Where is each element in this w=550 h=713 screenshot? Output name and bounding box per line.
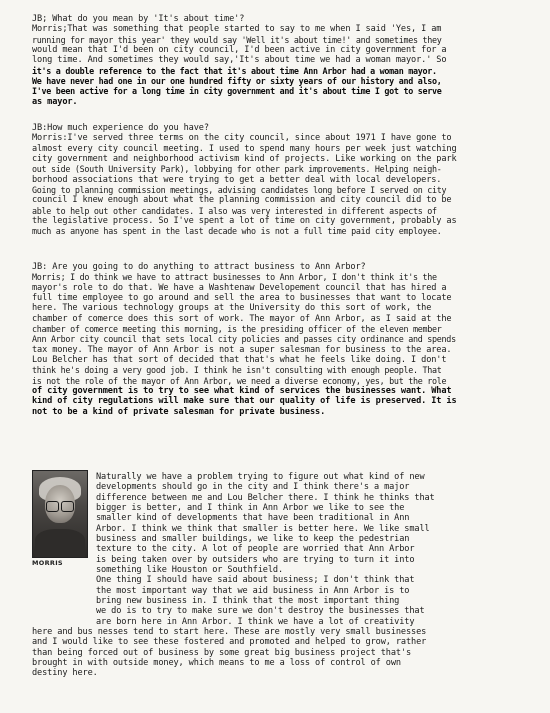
text-line: Going to planning commission meetings, advising candidates long before I served on city (32, 185, 447, 196)
question-about-time (32, 14, 530, 107)
text-line: Morris:I've served three terms on the city council, since about 1971 I have gone to (32, 133, 452, 144)
text-line: the legislative process. So I've spent a lot of time on city government, probably as (32, 216, 457, 227)
text-line: are born here in Ann Arbor. I think we have a lot of creativity (96, 616, 415, 627)
text-line: business and smaller buildings, we like to keep the pedestrian (96, 534, 410, 545)
question-business (32, 262, 530, 417)
text-line: out side (South University Park), lobbying for other park improvements. Helping neigh- (32, 164, 442, 175)
text-line: than being forced out of business by some great big business project that's (32, 647, 412, 658)
text-line: difference between me and Lou Belcher there. I think he thinks that (96, 492, 435, 503)
text-line: here. The various technology groups at the University do this sort of work, the (32, 303, 432, 314)
text-line: able to help out other candidates. I also was very interested in different aspects of (32, 205, 437, 216)
text-line: is being taken over by outsiders who are trying to turn it into (96, 554, 415, 565)
text-line: JB:How much experience do you have? (32, 123, 209, 133)
text-line: is not the role of the mayor of Ann Arbor, we need a diverse economy, yes, but the role (32, 375, 447, 386)
question-experience (32, 123, 530, 237)
text-line: think he's doing a very good job. I think he isn't consulting with enough people. That (32, 365, 442, 376)
text-line: destiny here. (32, 668, 98, 679)
text-line: chamber of comerce does this sort of work. The mayor of Ann Arbor, as I said at the (32, 313, 452, 324)
text-line: would mean that I'd been on city council, I'd been active in city government for a (32, 45, 447, 56)
text-line: here and bus nesses tend to start here. These are mostly very small businesses (32, 627, 427, 637)
text-line: Ann Arbor city council that sets local city policies and passes city ordinance and spends (32, 334, 456, 345)
text-line: I've been active for a long time in city government and it's about time I got to serve (32, 86, 442, 97)
text-line: full time employee to go around and sell the area to businesses that want to locate (32, 293, 452, 304)
text-line: One thing I should have said about business; I don't think that (96, 575, 415, 586)
text-line: much as anyone has spent in the last decade who is not a full time paid city employee. (32, 226, 442, 237)
photo-caption: MORRIS (32, 559, 63, 567)
text-line: brought in with outside money, which means to me a loss of control of own (32, 658, 401, 669)
text-line: borhood associations that were trying to get a better deal with local developers. (32, 174, 442, 185)
text-line: it's a double reference to the fact that it's about time Ann Arbor had a woman mayor. (32, 65, 437, 76)
text-line: the most important way that we aid business in Ann Arbor is to (96, 585, 410, 596)
text-line: council I knew enough about what the planning commission and city council did to be (32, 195, 452, 206)
text-line: of city government is to try to see what kind of services the businesses want. What (32, 386, 452, 397)
text-line: smaller kind of developments that have been traditional in Ann (96, 513, 410, 524)
portrait-photo (32, 470, 88, 558)
text-line: texture to the city. A lot of people are worried that Ann Arbor (96, 544, 415, 555)
text-line: JB; What do you mean by 'It's about time'? (32, 14, 245, 24)
text-line: mayor's role to do that. We have a Washtenaw Developement council that has hired a (32, 282, 447, 293)
text-line: developments should go in the city and I think there's a major (96, 482, 410, 493)
text-line: Arbor. I think we think that smaller is better here. We like small (96, 523, 430, 534)
text-line: Lou Belcher has that sort of decided that that's what he feels like doing. I don't (32, 355, 447, 366)
text-line: tax money. The mayor of Ann Arbor is not a super salesman for business to the area. (32, 344, 452, 355)
text-line: running for mayor this year' they would say 'Well it's about time!' and sometimes they (32, 34, 442, 45)
text-line: and I would like to see these fostered and promoted and helped to grow, rather (32, 637, 427, 648)
text-line: Naturally we have a problem trying to figure out what kind of new (96, 472, 425, 482)
text-line: bigger is better, and I think in Ann Arbor we like to see the (96, 503, 405, 514)
text-line: JB: Are you going to do anything to attract business to Ann Arbor? (32, 262, 366, 272)
text-line: long time. And sometimes they would say,'It's about time we had a woman mayor.' So (32, 55, 447, 66)
text-line: as mayor. (32, 96, 78, 107)
business-answer-wrapped (96, 472, 532, 627)
business-answer-continued (32, 627, 530, 679)
text-line: city government and neighborhood activism kind of projects. Like working on the park (32, 154, 457, 165)
text-line: something like Houston or Southfield. (96, 565, 283, 576)
text-line: we do is to try to make sure we don't destroy the businesses that (96, 606, 425, 617)
text-line: kind of city regulations will make sure that our quality of life is preserved. It is (32, 396, 457, 407)
text-line: Morris;That was something that people started to say to me when I said 'Yes, I am (32, 24, 442, 35)
text-line: not to be a kind of private salesman for private business. (32, 406, 326, 417)
text-line: We have never had one in our one hundred fifty or sixty years of our history and also, (32, 76, 442, 87)
text-line: chamber of comerce meeting this morning, is the presiding officer of the eleven member (32, 324, 442, 335)
text-line: Morris; I do think we have to attract businesses to Ann Arbor, I don't think it's the (32, 272, 437, 283)
text-line: bring new business in. I think that the most important thing (96, 596, 400, 607)
text-line: almost every city council meeting. I used to spend many hours per week just watching (32, 143, 457, 154)
